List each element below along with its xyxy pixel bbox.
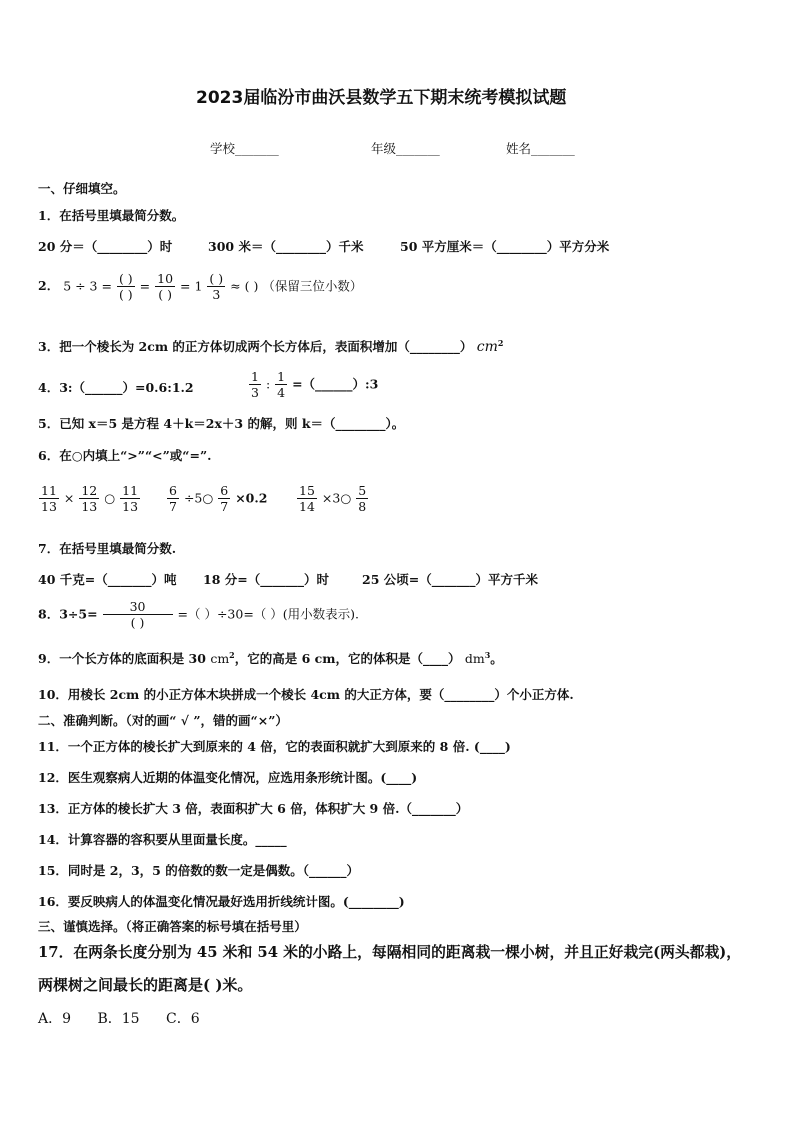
section-heading-fill: 一、仔细填空。	[38, 181, 126, 196]
numerator: 30	[103, 600, 173, 615]
question-11: 11．一个正方体的棱长扩大到原来的 4 倍，它的表面积就扩大到原来的 8 倍. (____)	[38, 739, 511, 754]
fraction-blank-1	[117, 272, 135, 301]
question-6: 6．在○内填上“>”“<”或“=”.	[38, 448, 212, 463]
question-9	[38, 649, 503, 666]
equals-sign: =	[139, 278, 151, 294]
denominator: 13	[122, 499, 139, 515]
denominator: 14	[299, 499, 315, 515]
question-9-middle: ，它的高是 6 cm，它的体积是（____）	[234, 651, 461, 666]
exponent: 2	[497, 337, 504, 348]
exponent: 2	[229, 649, 235, 660]
ratio-tail: =（______）:3	[292, 376, 379, 392]
question-1-part-c: 50 平方厘米＝（________）平方分米	[400, 239, 610, 254]
question-6-item-c	[296, 484, 369, 513]
question-8	[38, 600, 359, 629]
question-3	[38, 337, 504, 355]
numerator: 1	[277, 369, 286, 384]
unit-cm: cm	[476, 339, 498, 355]
exponent: 3	[484, 649, 491, 660]
question-10: 10．用棱长 2cm 的小正方体木块拼成一个棱长 4cm 的大正方体，要（________）个小正方体.	[38, 687, 574, 702]
denominator: ( )	[130, 615, 145, 631]
page-title: 2023届临汾市曲沃县数学五下期末统考模拟试题	[196, 88, 567, 108]
numerator: 6	[169, 483, 177, 498]
option-a[interactable]: A．9	[38, 1011, 72, 1027]
denominator: ( )	[118, 287, 133, 303]
question-7-part-b: 18 分=（_______）时	[203, 572, 329, 587]
denominator: ( )	[158, 287, 172, 303]
denominator: 3	[212, 287, 221, 303]
question-1-part-b: 300 米＝（________）千米	[208, 239, 364, 254]
option-b[interactable]: B．15	[97, 1011, 140, 1027]
question-number: 2．	[38, 278, 60, 294]
times-sign: ×	[63, 490, 75, 506]
question-7-part-c: 25 公顷=（_______）平方千米	[362, 572, 538, 587]
denominator: 7	[220, 499, 229, 515]
numerator: 1	[251, 369, 259, 384]
fraction-one-fourth	[275, 370, 287, 399]
question-8-tail: =（ ）÷30=（ ）(用小数表示).	[177, 606, 360, 622]
denominator: 7	[169, 499, 177, 515]
question-6-item-a	[38, 484, 141, 513]
option-c[interactable]: C．6	[166, 1011, 200, 1027]
question-7: 7．在括号里填最简分数.	[38, 541, 177, 556]
fraction-one-third	[249, 370, 261, 399]
question-12: 12．医生观察病人近期的体温变化情况，应选用条形统计图。(____)	[38, 770, 418, 785]
numerator: 11	[122, 483, 139, 498]
numerator: 5	[358, 483, 367, 498]
question-14: 14．计算容器的容积要从里面量长度。_____	[38, 832, 287, 847]
school-field[interactable]: 学校_______	[210, 141, 279, 156]
equals-one: = 1	[180, 278, 203, 294]
compare-circle[interactable]: ○	[104, 490, 116, 506]
fraction	[218, 484, 230, 513]
question-15: 15．同时是 2，3，5 的倍数的数一定是偶数。（______）	[38, 863, 359, 878]
unit-cm: cm	[210, 651, 230, 666]
question-5: 5．已知 x＝5 是方程 4＋k＝2x＋3 的解，则 k＝（________）。	[38, 416, 405, 431]
question-16: 16．要反映病人的体温变化情况最好选用折线统计图。(________)	[38, 894, 405, 909]
question-17-options	[38, 1012, 200, 1026]
expression-lead: 5 ÷ 3 =	[63, 278, 112, 294]
numerator: 12	[81, 483, 98, 498]
name-field[interactable]: 姓名_______	[506, 141, 575, 156]
fraction-10	[155, 272, 175, 301]
question-2	[38, 272, 362, 301]
denominator: 13	[81, 499, 98, 515]
numerator: 15	[299, 483, 315, 498]
question-17-line-1: 17．在两条长度分别为 45 米和 54 米的小路上，每隔相同的距离栽一棵小树，并且正好栽完(两头都栽)，	[38, 944, 742, 961]
question-17-line-2: 两棵树之间最长的距离是( )米。	[38, 976, 253, 994]
times-tail: ×0.2	[235, 490, 268, 506]
rounding-note: （保留三位小数）	[262, 278, 363, 294]
numerator: ( )	[209, 271, 224, 286]
denominator: 4	[277, 385, 286, 401]
question-4-ratio	[248, 370, 378, 399]
fraction	[297, 484, 317, 513]
section-heading-judge: 二、准确判断。（对的画“ √ ”，错的画“×”）	[38, 713, 288, 728]
approx-blank: ≈ ( )	[230, 278, 259, 294]
numerator: ( )	[118, 271, 133, 286]
section-heading-choice: 三、谨慎选择。（将正确答案的标号填在括号里）	[38, 919, 307, 934]
fraction	[356, 484, 368, 513]
numerator: 11	[41, 483, 57, 498]
question-1-part-a: 20 分＝（________）时	[38, 239, 173, 254]
divide-compare[interactable]: ÷5○	[183, 490, 214, 506]
denominator: 13	[41, 499, 57, 515]
numerator: 6	[220, 483, 229, 498]
unit-dm: dm	[464, 651, 485, 666]
question-7-part-a: 40 千克=（_______）吨	[38, 572, 177, 587]
question-9-text: 9．一个长方体的底面积是 30	[38, 651, 206, 666]
question-1: 1．在括号里填最简分数。	[38, 208, 185, 223]
grade-field[interactable]: 年级_______	[371, 141, 440, 156]
question-8-lead: 8．3÷5=	[38, 606, 98, 622]
times-compare[interactable]: ×3○	[321, 490, 352, 506]
question-3-text: 3．把一个棱长为 2cm 的正方体切成两个长方体后，表面积增加（________）	[38, 339, 473, 354]
denominator: 3	[251, 385, 259, 401]
fraction	[167, 484, 179, 513]
question-13: 13．正方体的棱长扩大 3 倍，表面积扩大 6 倍，体积扩大 9 倍.（_______）	[38, 801, 469, 816]
fraction-30	[103, 600, 173, 629]
fraction	[120, 484, 140, 513]
ratio-colon: :	[265, 376, 271, 392]
numerator: 10	[157, 271, 174, 286]
question-4: 4．3:（______）=0.6:1.2	[38, 380, 194, 395]
denominator: 8	[358, 499, 367, 515]
fraction-blank-3	[207, 272, 225, 301]
fraction	[39, 484, 59, 513]
question-9-end: 。	[490, 651, 503, 666]
question-6-item-b	[166, 484, 267, 513]
fraction	[79, 484, 99, 513]
